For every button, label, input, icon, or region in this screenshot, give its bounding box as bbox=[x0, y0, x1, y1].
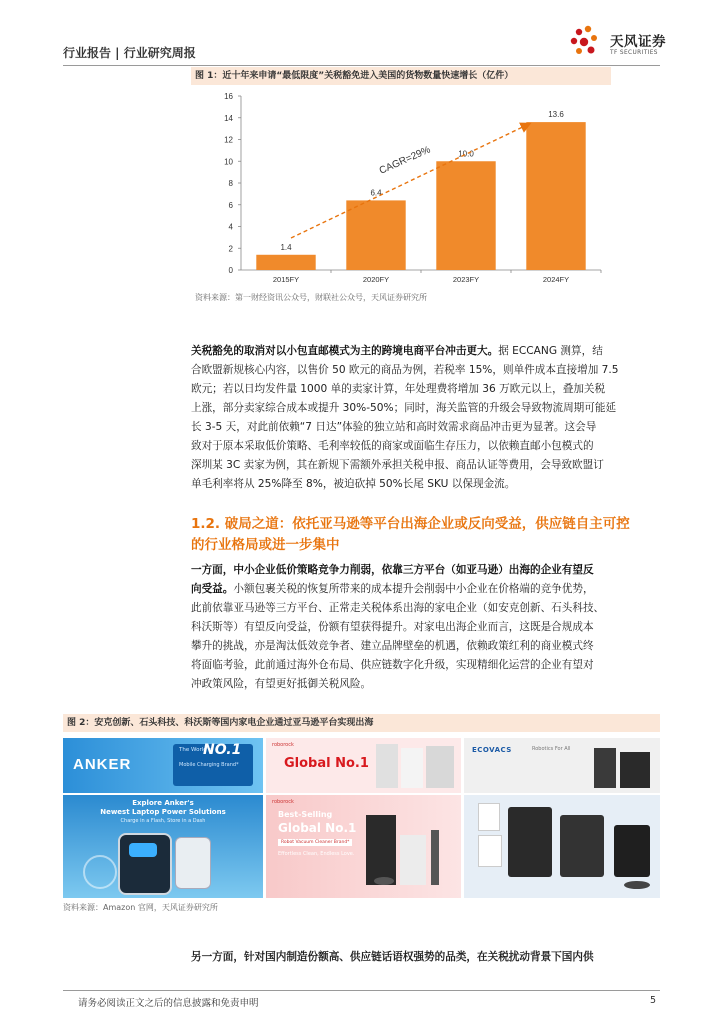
x-tick-label: 2024FY bbox=[542, 275, 570, 284]
header-divider bbox=[63, 65, 660, 66]
bar-2024FY bbox=[526, 122, 585, 270]
figure2-caption: 图 2：安克创新、石头科技、科沃斯等国内家电企业通过亚马逊平台实现出海 bbox=[63, 714, 660, 732]
paragraph-line: 冲政策风险，有望更好抵御关税风险。 bbox=[191, 678, 372, 690]
paragraph-line: 此前依靠亚马逊等三方平台、正常走关税体系出海的家电企业（如安克创新、石头科技、 bbox=[191, 602, 605, 614]
y-tick-label: 4 bbox=[228, 222, 233, 232]
anker-tagline-no1: NO.1 bbox=[203, 742, 242, 758]
anker-banner-sub: Charge in a Flash, Store in a Dash bbox=[120, 818, 206, 824]
y-tick-label: 2 bbox=[228, 244, 233, 254]
section-heading-1-2 bbox=[191, 514, 661, 556]
bar-value-label: 1.4 bbox=[280, 242, 292, 252]
y-tick-label: 8 bbox=[228, 179, 233, 188]
paragraph-line: 科沃斯等）有望反向受益，份额有望获得提升。对家电出海企业而言，这既是合规成本 bbox=[191, 621, 594, 633]
paragraph-line: 单毛利率将从 25%降至 8%，被迫砍掉 50%长尾 SKU 以保现金流。 bbox=[191, 478, 516, 490]
figure1-source: 资料来源：第一财经资讯公众号，财联社公众号，天风证券研究所 bbox=[195, 293, 427, 302]
ecovacs-product-banner bbox=[464, 795, 660, 898]
ecovacs-tagline: Robotics For All bbox=[532, 746, 571, 752]
bar-2023FY bbox=[436, 161, 495, 270]
paragraph-line: 致对于原本采取低价策略、毛利率较低的商家或面临生存压力，以依赖直邮小包模式的 bbox=[191, 440, 594, 452]
paragraph-line: 长 3-5 天，对此前依赖“7 日达”体验的独立站和高时效需求商品冲击更为显著。这会导 bbox=[191, 421, 597, 433]
roborock-best-selling: Best-Selling bbox=[278, 810, 333, 819]
y-tick-label: 16 bbox=[224, 92, 233, 101]
anker-banner-title1: Explore Anker's bbox=[132, 799, 194, 807]
x-tick-label: 2020FY bbox=[362, 275, 390, 284]
paragraph-line: 攀升的挑战，亦是淘汰低效竞争者、建立品牌壁垒的机遇，依赖政策红利的商业模式终 bbox=[191, 640, 594, 652]
paragraph-line: 将面临考验，此前通过海外仓布局、供应链数字化升级，实现精细化运营的企业有望对 bbox=[191, 659, 594, 671]
y-tick-label: 6 bbox=[228, 200, 233, 210]
roborock-dock-image bbox=[366, 815, 396, 885]
anker-charger-image bbox=[175, 837, 211, 889]
section-heading-line: 的行业格局或进一步集中 bbox=[191, 537, 340, 553]
y-tick-label: 0 bbox=[228, 266, 233, 275]
paragraph-line: 上涨，部分卖家综合成本或提升 30%-50%；同时，海关监管的升级会导致物流周期可能延 bbox=[191, 402, 617, 414]
paragraph-platform-beneficiaries bbox=[191, 561, 661, 694]
paragraph-line: 合欧盟新规核心内容，以售价 50 欧元的商品为例，若税率 15%，则单件成本直接增加 7.5 bbox=[191, 364, 619, 376]
anker-tagline-sub: Mobile Charging Brand* bbox=[179, 762, 239, 768]
figure1-caption: 图 1：近十年来申请“最低限度”关税豁免进入美国的货物数量快速增长（亿件） bbox=[191, 67, 611, 85]
footer-disclaimer: 请务必阅读正文之后的信息披露和免责申明 bbox=[78, 998, 259, 1009]
x-tick-label: 2015FY bbox=[272, 275, 300, 284]
ecovacs-brand-logo: ECOVACS bbox=[472, 746, 512, 754]
roborock-product-banner bbox=[266, 795, 461, 898]
paragraph-lead-sentence: 关税豁免的取消对以小包直邮模式为主的跨境电商平台冲击更大。 bbox=[191, 345, 499, 357]
roborock-brand-logo: roborock bbox=[272, 742, 294, 748]
roborock-sub-tagline: Effortless Clean, Endless Love. bbox=[278, 851, 355, 857]
paragraph-line: 小额包裹关税的恢复所带来的成本提升会削弱中小企业在价格端的竞争优势， bbox=[233, 583, 594, 595]
roborock-sub-badge: Robot Vacuum Cleaner Brand* bbox=[278, 839, 352, 846]
paragraph-domestic-supply: 另一方面，针对国内制造份额高、供应链话语权强势的品类，在关税扰动背景下国内供 bbox=[191, 951, 594, 963]
paragraph-line: 深圳某 3C 卖家为例，其在新规下需额外承担关税申报、商品认证等费用，会导致欧盟订 bbox=[191, 459, 604, 471]
paragraph-tariff-impact bbox=[191, 342, 661, 494]
bar-2015FY bbox=[256, 255, 315, 270]
logo-english-name: TF SECURITIES bbox=[610, 50, 658, 56]
paragraph-lead-sentence: 一方面，中小企业低价策略竞争力削弱，依靠三方平台（如亚马逊）出海的企业有望反 bbox=[191, 564, 594, 576]
anker-product-banner bbox=[63, 795, 263, 898]
bar-value-label: 10.0 bbox=[458, 149, 474, 159]
y-tick-label: 12 bbox=[224, 135, 233, 145]
ecovacs-store-banner bbox=[464, 738, 660, 793]
logo-chinese-name: 天风证券 bbox=[610, 34, 666, 50]
y-tick-label: 10 bbox=[224, 157, 233, 167]
anker-brand-logo: ANKER bbox=[73, 756, 132, 773]
section-heading-line: 1.2. 破局之道：依托亚马逊等平台出海企业或反向受益，供应链自主可控 bbox=[191, 516, 630, 532]
cagr-label: CAGR=29% bbox=[377, 144, 433, 177]
amazon-store-screenshots bbox=[63, 738, 660, 898]
paragraph-lead-sentence: 向受益。 bbox=[191, 583, 234, 595]
figure1-bar-chart bbox=[191, 88, 611, 288]
paragraph-line: 据 ECCANG 测算，结 bbox=[498, 345, 603, 357]
roborock-headline: Global No.1 bbox=[284, 756, 369, 771]
roborock-brand-logo-2: roborock bbox=[272, 799, 294, 805]
anker-banner-title2: Newest Laptop Power Solutions bbox=[100, 808, 226, 816]
bar-value-label: 13.6 bbox=[548, 110, 564, 120]
roborock-headline-2: Global No.1 bbox=[278, 821, 357, 835]
report-type-label: 行业报告 | 行业研究周报 bbox=[63, 46, 196, 60]
roborock-store-banner bbox=[266, 738, 461, 793]
y-tick-label: 14 bbox=[224, 113, 233, 123]
x-tick-label: 2023FY bbox=[452, 275, 480, 284]
anker-tagline-small: The World's bbox=[179, 747, 212, 753]
bar-2020FY bbox=[346, 200, 405, 270]
paragraph-line: 欧元；若以日均发件量 1000 单的卖家计算，年处理费将增加 36 万欧元以上，叠加关税 bbox=[191, 383, 606, 395]
footer-divider bbox=[63, 990, 660, 991]
ecovacs-station-image bbox=[508, 807, 552, 877]
figure2-source: 资料来源：Amazon 官网，天风证券研究所 bbox=[63, 903, 218, 912]
bar-value-label: 6.4 bbox=[370, 188, 382, 198]
anker-store-banner bbox=[63, 738, 263, 793]
page-number: 5 bbox=[650, 995, 657, 1006]
